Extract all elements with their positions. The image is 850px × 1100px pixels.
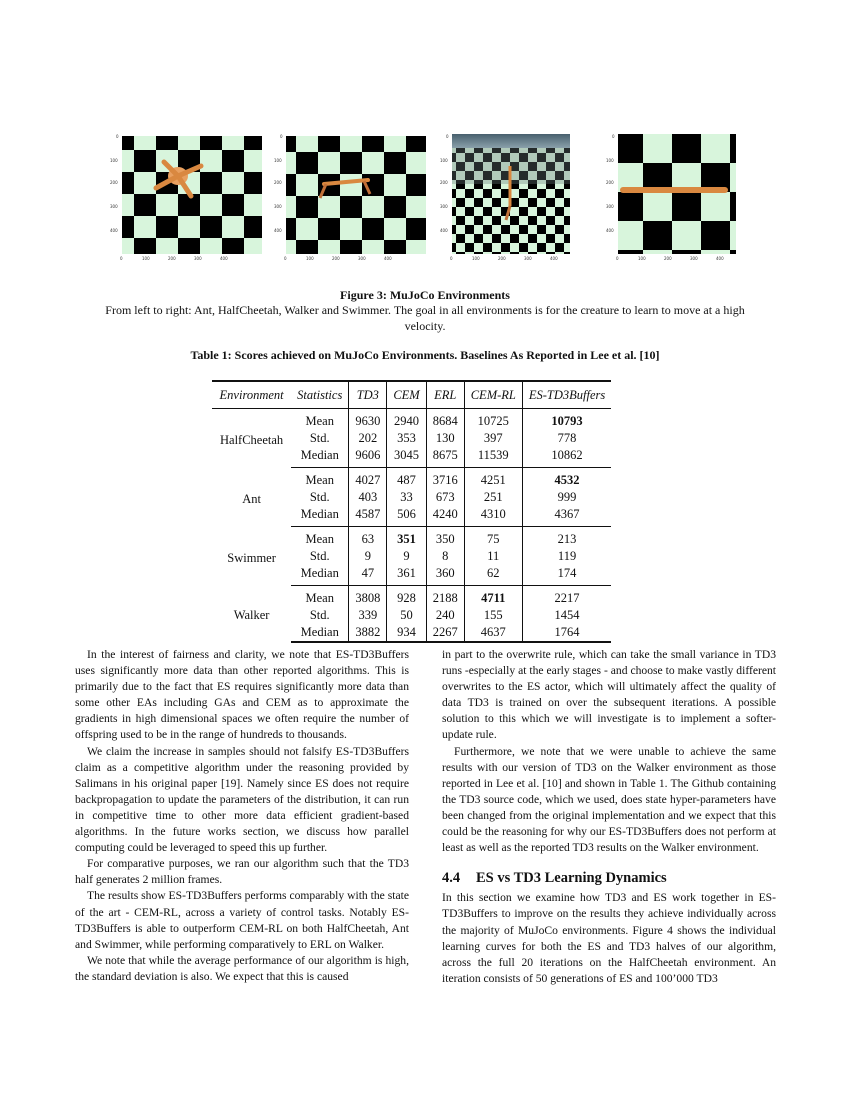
- svg-text:200: 200: [110, 180, 118, 185]
- statistic-cell: Std.: [291, 489, 349, 506]
- score-cell: 9: [349, 548, 387, 565]
- score-cell: 251: [464, 489, 522, 506]
- environment-cell: Swimmer: [227, 550, 276, 565]
- svg-text:0: 0: [612, 134, 615, 139]
- svg-text:0: 0: [616, 256, 619, 261]
- best-score: 4711: [481, 591, 506, 605]
- svg-text:100: 100: [606, 158, 614, 163]
- table-row: [212, 586, 611, 608]
- paragraph: In the interest of fairness and clarity, we note that ES-TD3Buffers uses significantly more data than other reported algorithms. This is primarily due to the fact that ES requires significantly more data than some other EAs including GAs and CEM as to approximate the gradients in high dimensional spaces we often require the number of offspring used to be in the range of hundreds to thousands.: [75, 648, 409, 742]
- header-es-td3buffers: ES-TD3Buffers: [522, 381, 611, 409]
- header-td3: TD3: [349, 381, 387, 409]
- score-cell: 3882: [349, 624, 387, 642]
- svg-text:200: 200: [664, 256, 672, 261]
- svg-text:200: 200: [440, 180, 448, 185]
- svg-text:0: 0: [120, 256, 123, 261]
- score-cell: 9606: [349, 447, 387, 468]
- score-cell: 2188: [426, 586, 464, 608]
- score-cell: 9: [387, 548, 426, 565]
- score-cell: 10725: [464, 409, 522, 431]
- svg-text:200: 200: [498, 256, 506, 261]
- section-heading: [442, 870, 776, 886]
- svg-text:300: 300: [358, 256, 366, 261]
- score-cell: 360: [426, 565, 464, 586]
- score-cell: [464, 586, 522, 608]
- score-cell: 4240: [426, 506, 464, 527]
- score-cell: 202: [349, 430, 387, 447]
- score-cell: 47: [349, 565, 387, 586]
- score-cell: 213: [557, 532, 577, 546]
- svg-text:100: 100: [142, 256, 150, 261]
- figure-panel-halfcheetah: [272, 126, 432, 266]
- score-cell: 673: [426, 489, 464, 506]
- paragraph: The results show ES-TD3Buffers performs comparably with the state of the art - CEM-RL, across a variety of control tasks. Notably ES-TD3Buffers is able to outperform CEM-RL on both HalfCheetah, Ant and Swimmer, while performing comparatively to ERL on Walker.: [75, 889, 409, 951]
- svg-text:400: 400: [550, 256, 558, 261]
- score-cell: 4251: [464, 468, 522, 490]
- paragraph: in part to the overwrite rule, which can take the small variance in TD3 runs -especially at the early stages - and choose to make vastly different overwrites to the ES actor, which will ultimately affect the quality of data TD3 is trained on over the subsequent iterations. A possible solution to this which we will investigate is to implement a softer-update rule.: [442, 648, 776, 742]
- score-cell: 4587: [349, 506, 387, 527]
- score-cell: 353: [387, 430, 426, 447]
- score-cell: 3716: [426, 468, 464, 490]
- svg-text:400: 400: [606, 228, 614, 233]
- svg-text:400: 400: [384, 256, 392, 261]
- score-cell: 3045: [387, 447, 426, 468]
- scores-table: [212, 380, 611, 643]
- statistic-cell: Mean: [291, 586, 349, 608]
- svg-text:400: 400: [110, 228, 118, 233]
- statistic-cell: Median: [291, 447, 349, 468]
- score-cell: 934: [387, 624, 426, 642]
- table-row: [212, 409, 611, 431]
- score-cell: 397: [464, 430, 522, 447]
- score-cell: 8684: [426, 409, 464, 431]
- statistic-cell: Median: [291, 624, 349, 642]
- score-cell: [522, 468, 611, 490]
- score-cell: 62: [464, 565, 522, 586]
- svg-text:100: 100: [110, 158, 118, 163]
- score-cell: 361: [387, 565, 426, 586]
- svg-text:300: 300: [194, 256, 202, 261]
- score-cell: 10862: [522, 447, 611, 468]
- environment-cell: HalfCheetah: [220, 432, 284, 447]
- header-cem-rl: CEM-RL: [464, 381, 522, 409]
- score-cell: 339: [349, 607, 387, 624]
- score-cell: 928: [387, 586, 426, 608]
- score-cell: 2940: [387, 409, 426, 431]
- statistic-cell: Median: [291, 565, 349, 586]
- swimmer-environment-image: [604, 126, 764, 266]
- svg-text:300: 300: [690, 256, 698, 261]
- score-cell: 119: [557, 549, 577, 563]
- paragraph: Furthermore, we note that we were unable to achieve the same results with our version of TD3 on the Walker environment as those reported in Lee et al. [10] and shown in Table 1. The Github containing the TD3 source code, which we used, does state hyper-parameters have been changed from the original implementation and we expect that this could be the reasoning for why our ES-TD3Buffers does not perform at least as well as the reported TD3 results on the Walker environment.: [442, 744, 776, 855]
- section-number: 4.4: [442, 870, 461, 887]
- section-title: ES vs TD3 Learning Dynamics: [476, 870, 667, 887]
- table-body: [212, 409, 611, 643]
- svg-text:400: 400: [220, 256, 228, 261]
- svg-text:200: 200: [168, 256, 176, 261]
- svg-text:100: 100: [306, 256, 314, 261]
- best-score: 10793: [551, 414, 583, 428]
- svg-text:100: 100: [638, 256, 646, 261]
- score-cell: 50: [387, 607, 426, 624]
- svg-text:200: 200: [332, 256, 340, 261]
- score-cell: 350: [426, 527, 464, 549]
- score-cell: 4027: [349, 468, 387, 490]
- statistic-cell: Std.: [291, 548, 349, 565]
- figure-description: From left to right: Ant, HalfCheetah, Walker and Swimmer. The goal in all environments is for the creature to learn to move at a high velocity.: [105, 303, 745, 333]
- svg-text:300: 300: [110, 204, 118, 209]
- score-cell: 1454: [554, 608, 580, 622]
- svg-text:400: 400: [274, 228, 282, 233]
- score-cell: 487: [387, 468, 426, 490]
- table-caption: Table 1: Scores achieved on MuJoCo Environments. Baselines As Reported in Lee et al. [10]: [190, 348, 660, 362]
- statistic-cell: Std.: [291, 607, 349, 624]
- score-cell: 9630: [349, 409, 387, 431]
- score-cell: [387, 527, 426, 549]
- svg-text:300: 300: [440, 204, 448, 209]
- figure-panel-swimmer: [604, 126, 764, 266]
- svg-text:0: 0: [116, 134, 119, 139]
- figure-panel-walker: [438, 126, 598, 266]
- figure-caption: Figure 3: MuJoCo Environments: [340, 288, 510, 302]
- statistic-cell: Mean: [291, 527, 349, 549]
- statistic-cell: Std.: [291, 430, 349, 447]
- walker-environment-image: [438, 126, 598, 266]
- score-cell: 3808: [349, 586, 387, 608]
- score-cell: 4367: [522, 506, 611, 527]
- score-cell: 155: [464, 607, 522, 624]
- score-cell: 130: [426, 430, 464, 447]
- ant-environment-image: [106, 126, 266, 266]
- score-cell: 8675: [426, 447, 464, 468]
- score-cell: 240: [426, 607, 464, 624]
- table-row: [212, 468, 611, 490]
- right-column: [442, 647, 776, 987]
- svg-text:400: 400: [716, 256, 724, 261]
- score-cell: 8: [426, 548, 464, 565]
- svg-text:200: 200: [274, 180, 282, 185]
- paragraph: For comparative purposes, we ran our algorithm such that the TD3 half generates 2 million frames.: [75, 857, 409, 887]
- score-cell: 11539: [464, 447, 522, 468]
- score-cell: 4637: [464, 624, 522, 642]
- figure-panel-ant: [106, 126, 266, 266]
- score-cell: 63: [349, 527, 387, 549]
- header-statistics: Statistics: [291, 381, 349, 409]
- score-cell: 75: [464, 527, 522, 549]
- score-cell: 2267: [426, 624, 464, 642]
- score-cell: 174: [522, 565, 611, 586]
- svg-text:400: 400: [440, 228, 448, 233]
- svg-text:100: 100: [440, 158, 448, 163]
- left-column: [75, 647, 409, 985]
- svg-text:100: 100: [274, 158, 282, 163]
- svg-text:300: 300: [524, 256, 532, 261]
- best-score: 4532: [554, 473, 580, 487]
- score-cell: 403: [349, 489, 387, 506]
- table-header-row: [212, 381, 611, 409]
- halfcheetah-environment-image: [272, 126, 432, 266]
- score-cell: 1764: [522, 624, 611, 642]
- statistic-cell: Median: [291, 506, 349, 527]
- table-row: [212, 527, 611, 549]
- paragraph: We claim the increase in samples should not falsify ES-TD3Buffers claim as a competitive algorithm under the reasoning provided by Salimans in his original paper [19]. Namely since ES does not require backpropagation to update the parameters of the distribution, it can run in competitive time to other more data efficient gradient-based algorithms. In the future works section, we discuss how parallel computing could be leveraged to speed this up further.: [75, 744, 409, 855]
- svg-text:300: 300: [606, 204, 614, 209]
- score-cell: 506: [387, 506, 426, 527]
- header-environment: Environment: [212, 381, 291, 409]
- svg-text:0: 0: [284, 256, 287, 261]
- svg-text:200: 200: [606, 180, 614, 185]
- score-cell: 999: [557, 490, 577, 504]
- statistic-cell: Mean: [291, 468, 349, 490]
- score-cell: 4310: [464, 506, 522, 527]
- paragraph: In this section we examine how TD3 and ES work together in ES-TD3Buffers to improve on the results they achieve individually across the majority of MuJoCo environments. Figure 4 shows the individual learning curves for both the ES and TD3 halves of our algorithm, across the full 20 iterations on the HalfCheetah environment. An iteration consists of 50 generations of ES and 100’000 TD3: [442, 891, 776, 985]
- svg-text:100: 100: [472, 256, 480, 261]
- environment-cell: Ant: [242, 491, 261, 506]
- score-cell: 11: [464, 548, 522, 565]
- svg-text:0: 0: [280, 134, 283, 139]
- header-cem: CEM: [387, 381, 426, 409]
- score-cell: 33: [387, 489, 426, 506]
- header-erl: ERL: [426, 381, 464, 409]
- paragraph: We note that while the average performance of our algorithm is high, the standard deviation is also. We expect that this is caused: [75, 953, 409, 983]
- score-cell: [522, 409, 611, 431]
- best-score: 351: [397, 532, 416, 546]
- statistic-cell: Mean: [291, 409, 349, 431]
- svg-text:300: 300: [274, 204, 282, 209]
- score-cell: 778: [557, 431, 577, 445]
- score-cell: 2217: [554, 591, 580, 605]
- svg-text:0: 0: [446, 134, 449, 139]
- svg-text:0: 0: [450, 256, 453, 261]
- environment-cell: Walker: [233, 608, 270, 623]
